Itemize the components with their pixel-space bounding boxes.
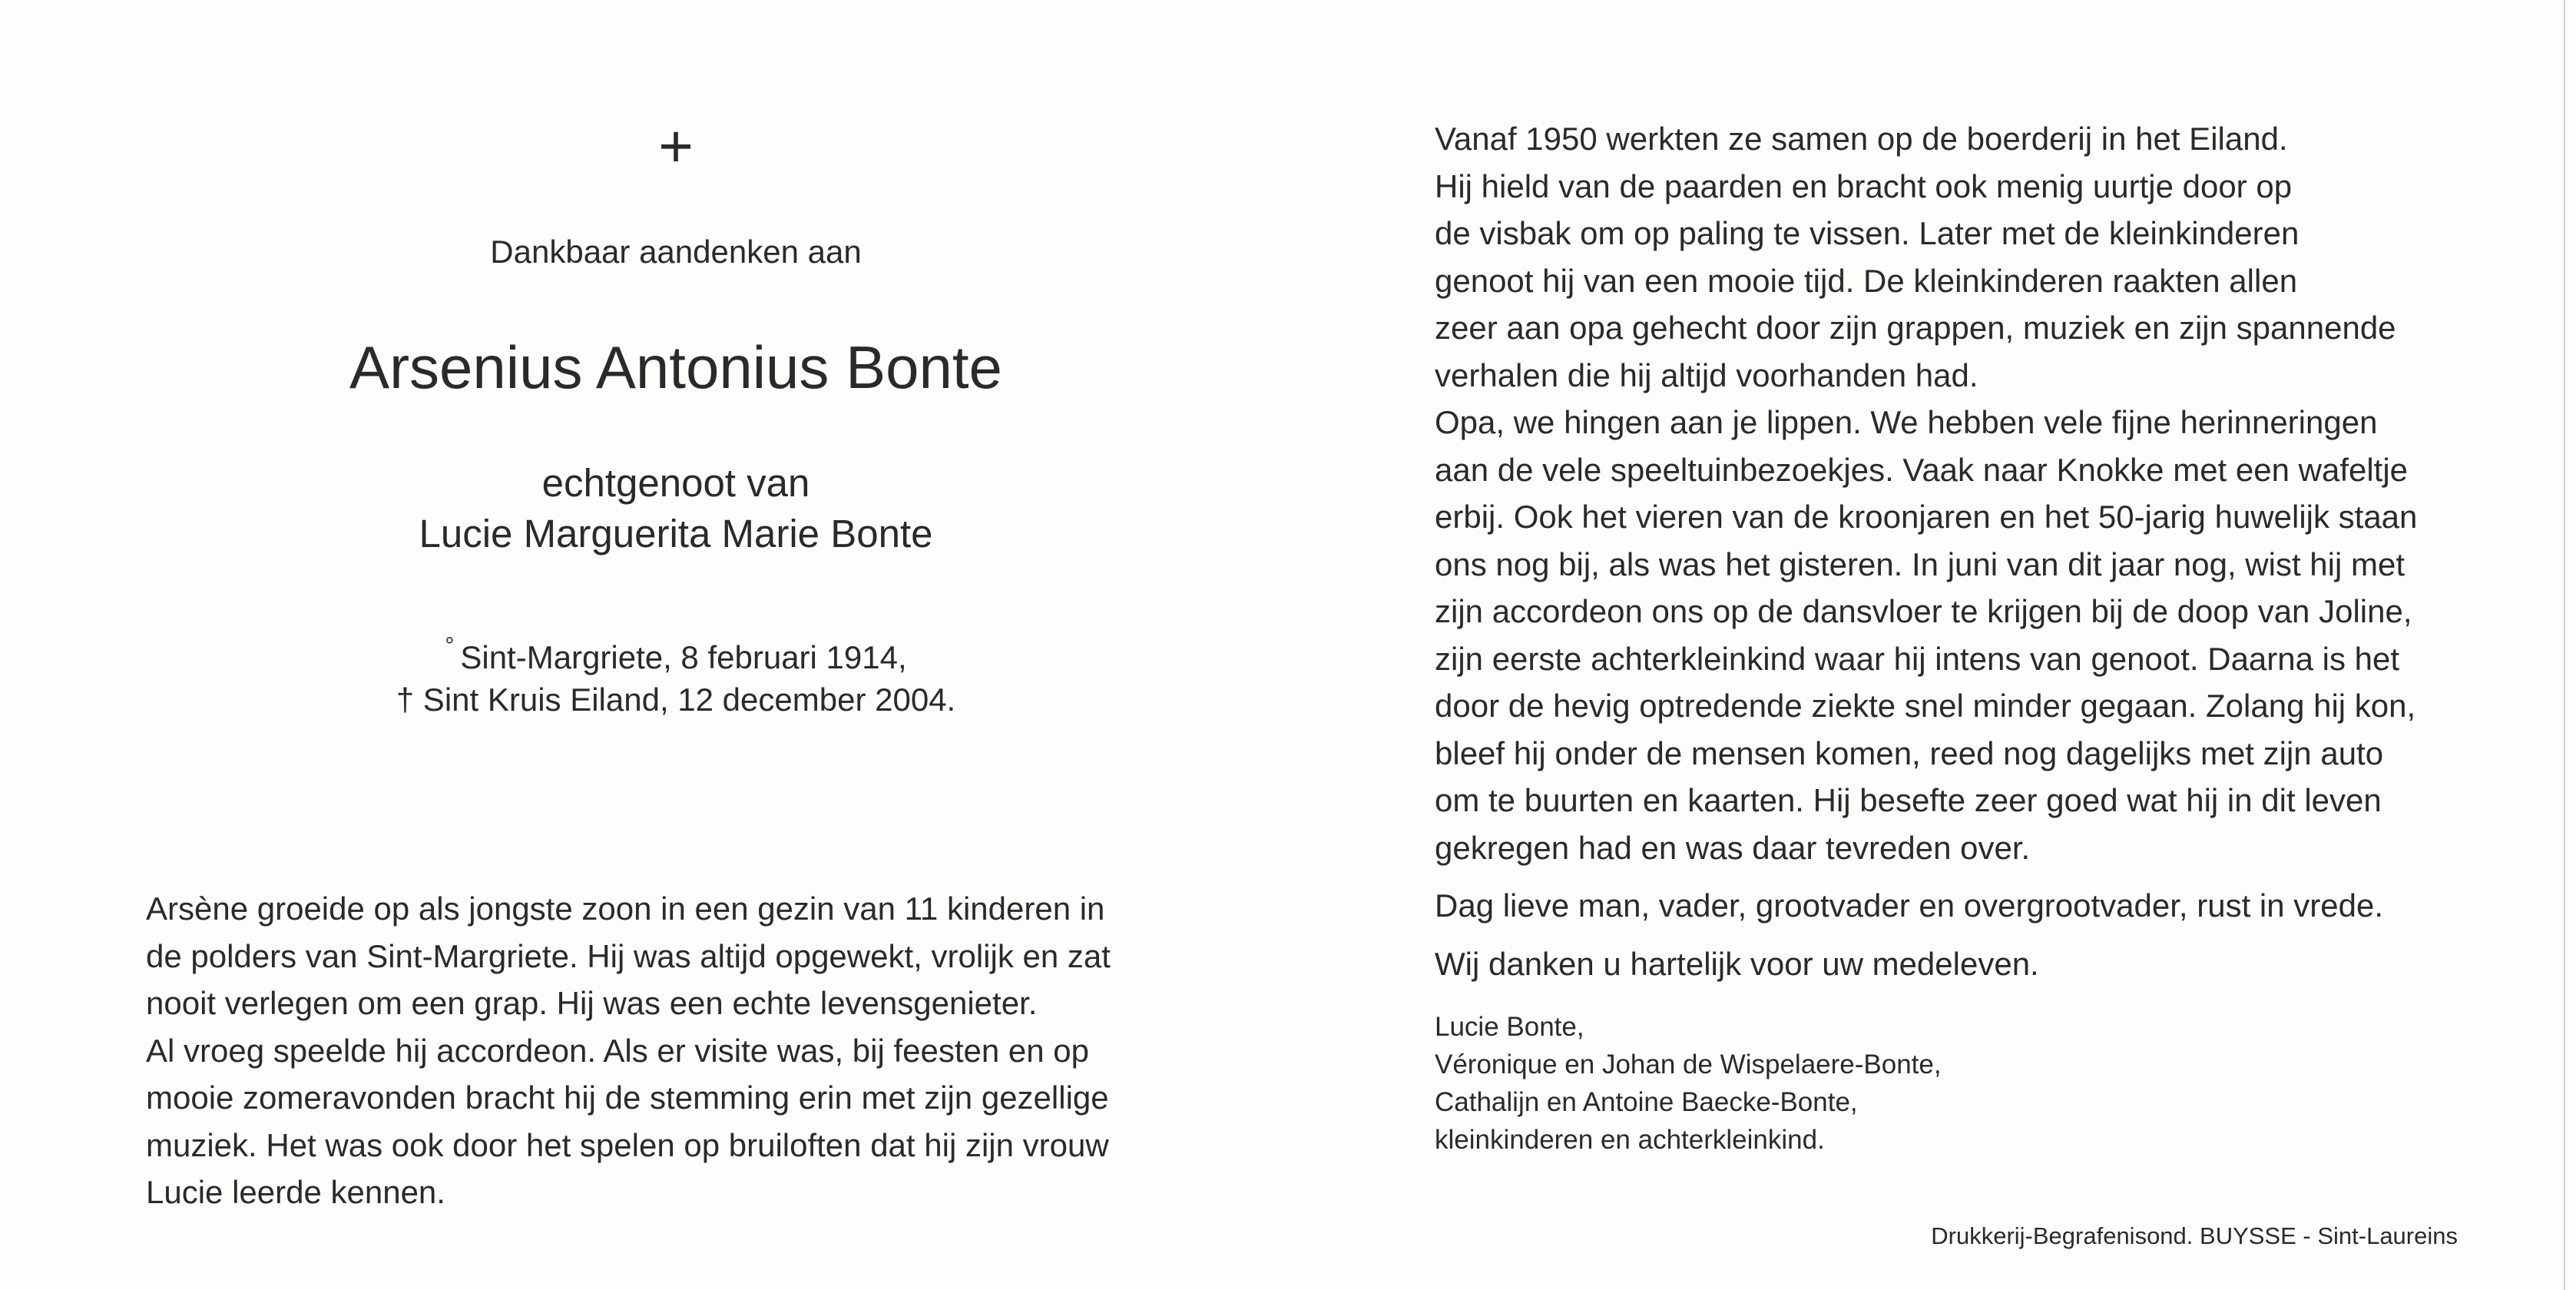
signatures	[1435, 1008, 1942, 1159]
spouse-intro: echtgenoot van	[541, 461, 810, 505]
text-line: genoot hij van een mooie tijd. De kleinkinderen raakten allen	[1435, 262, 2298, 299]
farewell-text: Dag lieve man, vader, grootvader en overgrootvader, rust in vrede.	[1435, 887, 2384, 924]
birth-symbol: °	[445, 633, 455, 658]
printer-credit: Drukkerij-Begrafenisond. BUYSSE - Sint-Laureins	[1931, 1222, 2458, 1249]
signature-line: Cathalijn en Antoine Baecke-Bonte,	[1435, 1087, 1858, 1117]
dedication-text: Dankbaar aandenken aan	[490, 234, 862, 270]
signature-line: Véronique en Johan de Wispelaere-Bonte,	[1435, 1050, 1942, 1079]
text-line: om te buurten en kaarten. Hij besefte zeer goed wat hij in dit leven	[1435, 782, 2382, 818]
text-line: zeer aan opa gehecht door zijn grappen, muziek en zijn spannende	[1435, 310, 2396, 346]
text-line: Lucie leerde kennen.	[146, 1174, 445, 1210]
text-line: Opa, we hingen aan je lippen. We hebben vele fijne herinneringen	[1435, 404, 2378, 440]
signature-line: Lucie Bonte,	[1435, 1012, 1584, 1042]
text-line: bleef hij onder de mensen komen, reed nog dagelijks met zijn auto	[1435, 735, 2384, 771]
signature-line: kleinkinderen en achterkleinkind.	[1435, 1125, 1825, 1155]
text-line: zijn eerste achterkleinkind waar hij intens van genoot. Daarna is het	[1435, 640, 2400, 677]
text-line: verhalen die hij altijd voorhanden had.	[1435, 356, 1978, 393]
biography-right	[1435, 115, 2417, 871]
text-line: muziek. Het was ook door het spelen op bruiloften dat hij zijn vrouw	[146, 1126, 1109, 1163]
biography-left	[146, 885, 1111, 1216]
death-line: † Sint Kruis Eiland, 12 december 2004.	[396, 681, 956, 718]
text-line: Al vroeg speelde hij accordeon. Als er visite was, bij feesten en op	[146, 1032, 1090, 1069]
text-line: nooit verlegen om een grap. Hij was een echte levensgenieter.	[146, 985, 1038, 1021]
text-line: Hij hield van de paarden en bracht ook menig uurtje door op	[1435, 167, 2293, 204]
text-line: erbij. Ook het vieren van de kroonjaren en het 50-jarig huwelijk staan	[1435, 499, 2418, 535]
text-line: gekregen had en was daar tevreden over.	[1435, 829, 2031, 866]
text-line: aan de vele speeltuinbezoekjes. Vaak naar Knokke met een wafeltje	[1435, 451, 2409, 488]
spouse-name: Lucie Marguerita Marie Bonte	[419, 512, 933, 555]
text-line: ons nog bij, als was het gisteren. In juni van dit jaar nog, wist hij met	[1435, 546, 2405, 582]
text-line: door de hevig optredende ziekte snel minder gegaan. Zolang hij kon,	[1435, 688, 2416, 724]
birth-text: Sint-Margriete, 8 februari 1914,	[460, 639, 907, 675]
cross-icon: +	[658, 112, 694, 180]
deceased-name: Arsenius Antonius Bonte	[349, 333, 1002, 401]
text-line: de polders van Sint-Margriete. Hij was altijd opgewekt, vrolijk en zat	[146, 937, 1111, 974]
text-line: zijn accordeon ons op de dansvloer te krijgen bij de doop van Joline,	[1435, 593, 2412, 629]
text-line: Arsène groeide op als jongste zoon in een gezin van 11 kinderen in	[146, 890, 1105, 927]
text-line: Vanaf 1950 werkten ze samen op de boerderij in het Eiland.	[1435, 121, 2288, 157]
card-edge	[2564, 0, 2565, 1290]
text-line: de visbak om op paling te vissen. Later met de kleinkinderen	[1435, 215, 2300, 251]
text-line: mooie zomeravonden bracht hij de stemming erin met zijn gezellige	[146, 1079, 1109, 1116]
thanks-text: Wij danken u hartelijk voor uw medeleven.	[1435, 946, 2039, 982]
birth-line	[215, 622, 1137, 681]
